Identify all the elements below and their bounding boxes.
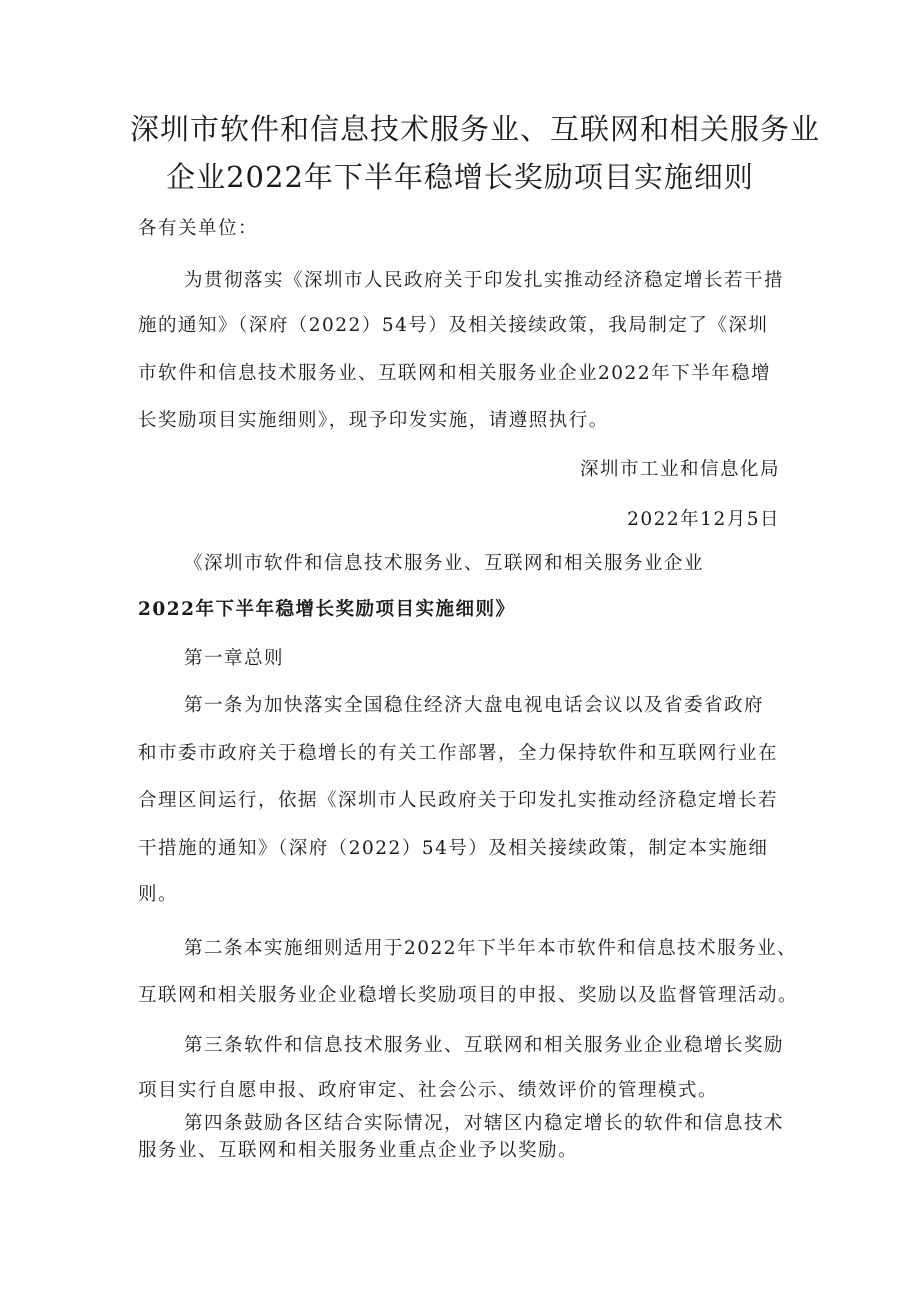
article-1-line-1: 第一条为加快落实全国稳住经济大盘电视电话会议以及省委省政府: [184, 695, 765, 716]
article-4-line-2: 服务业、互联网和相关服务业重点企业予以奖励。: [138, 1140, 579, 1161]
article-1-line-3: 合理区间运行，依据《深圳市人民政府关于印发扎实推动经济稳定增长若: [138, 790, 779, 811]
article-2-line-2: 互联网和相关服务业企业稳增长奖励项目的申报、奖励以及监督管理活动。: [138, 985, 799, 1006]
article-2-line-1: 第二条本实施细则适用于2022年下半年本市软件和信息技术服务业、: [184, 938, 798, 959]
intro-line-3: 市软件和信息技术服务业、互联网和相关服务业企业2022年下半年稳增: [138, 363, 772, 384]
article-3-line-1: 第三条软件和信息技术服务业、互联网和相关服务业企业稳增长奖励: [184, 1035, 785, 1056]
doc-title-line-2: 2022年下半年稳增长奖励项目实施细则》: [138, 599, 516, 620]
article-1-line-2: 和市委市政府关于稳增长的有关工作部署，全力保持软件和互联网行业在: [138, 743, 779, 764]
article-1-line-4: 干措施的通知》（深府（2022）54号）及相关接续政策，制定本实施细: [138, 838, 769, 859]
issue-date: 2022年12月5日: [627, 509, 780, 530]
intro-line-2: 施的通知》（深府（2022）54号）及相关接续政策，我局制定了《深圳: [138, 315, 769, 336]
issuer: 深圳市工业和信息化局: [579, 459, 780, 480]
intro-line-4: 长奖励项目实施细则》，现予印发实施，请遵照执行。: [138, 410, 609, 431]
article-3-line-2: 项目实行自愿申报、政府审定、社会公示、绩效评价的管理模式。: [138, 1080, 719, 1101]
doc-title-line-1: 《深圳市软件和信息技术服务业、互联网和相关服务业企业: [184, 553, 705, 574]
document-title-line-1: 深圳市软件和信息技术服务业、互联网和相关服务业: [130, 112, 821, 146]
chapter-heading: 第一章总则: [184, 648, 285, 669]
article-4-line-1: 第四条鼓励各区结合实际情况，对辖区内稳定增长的软件和信息技术: [184, 1113, 785, 1134]
document-title-line-2: 企业2022年下半年稳增长奖励项目实施细则: [166, 160, 754, 194]
intro-line-1: 为贯彻落实《深圳市人民政府关于印发扎实推动经济稳定增长若干措: [184, 270, 785, 291]
salutation: 各有关单位：: [138, 218, 259, 239]
article-1-line-5: 则。: [138, 884, 179, 905]
